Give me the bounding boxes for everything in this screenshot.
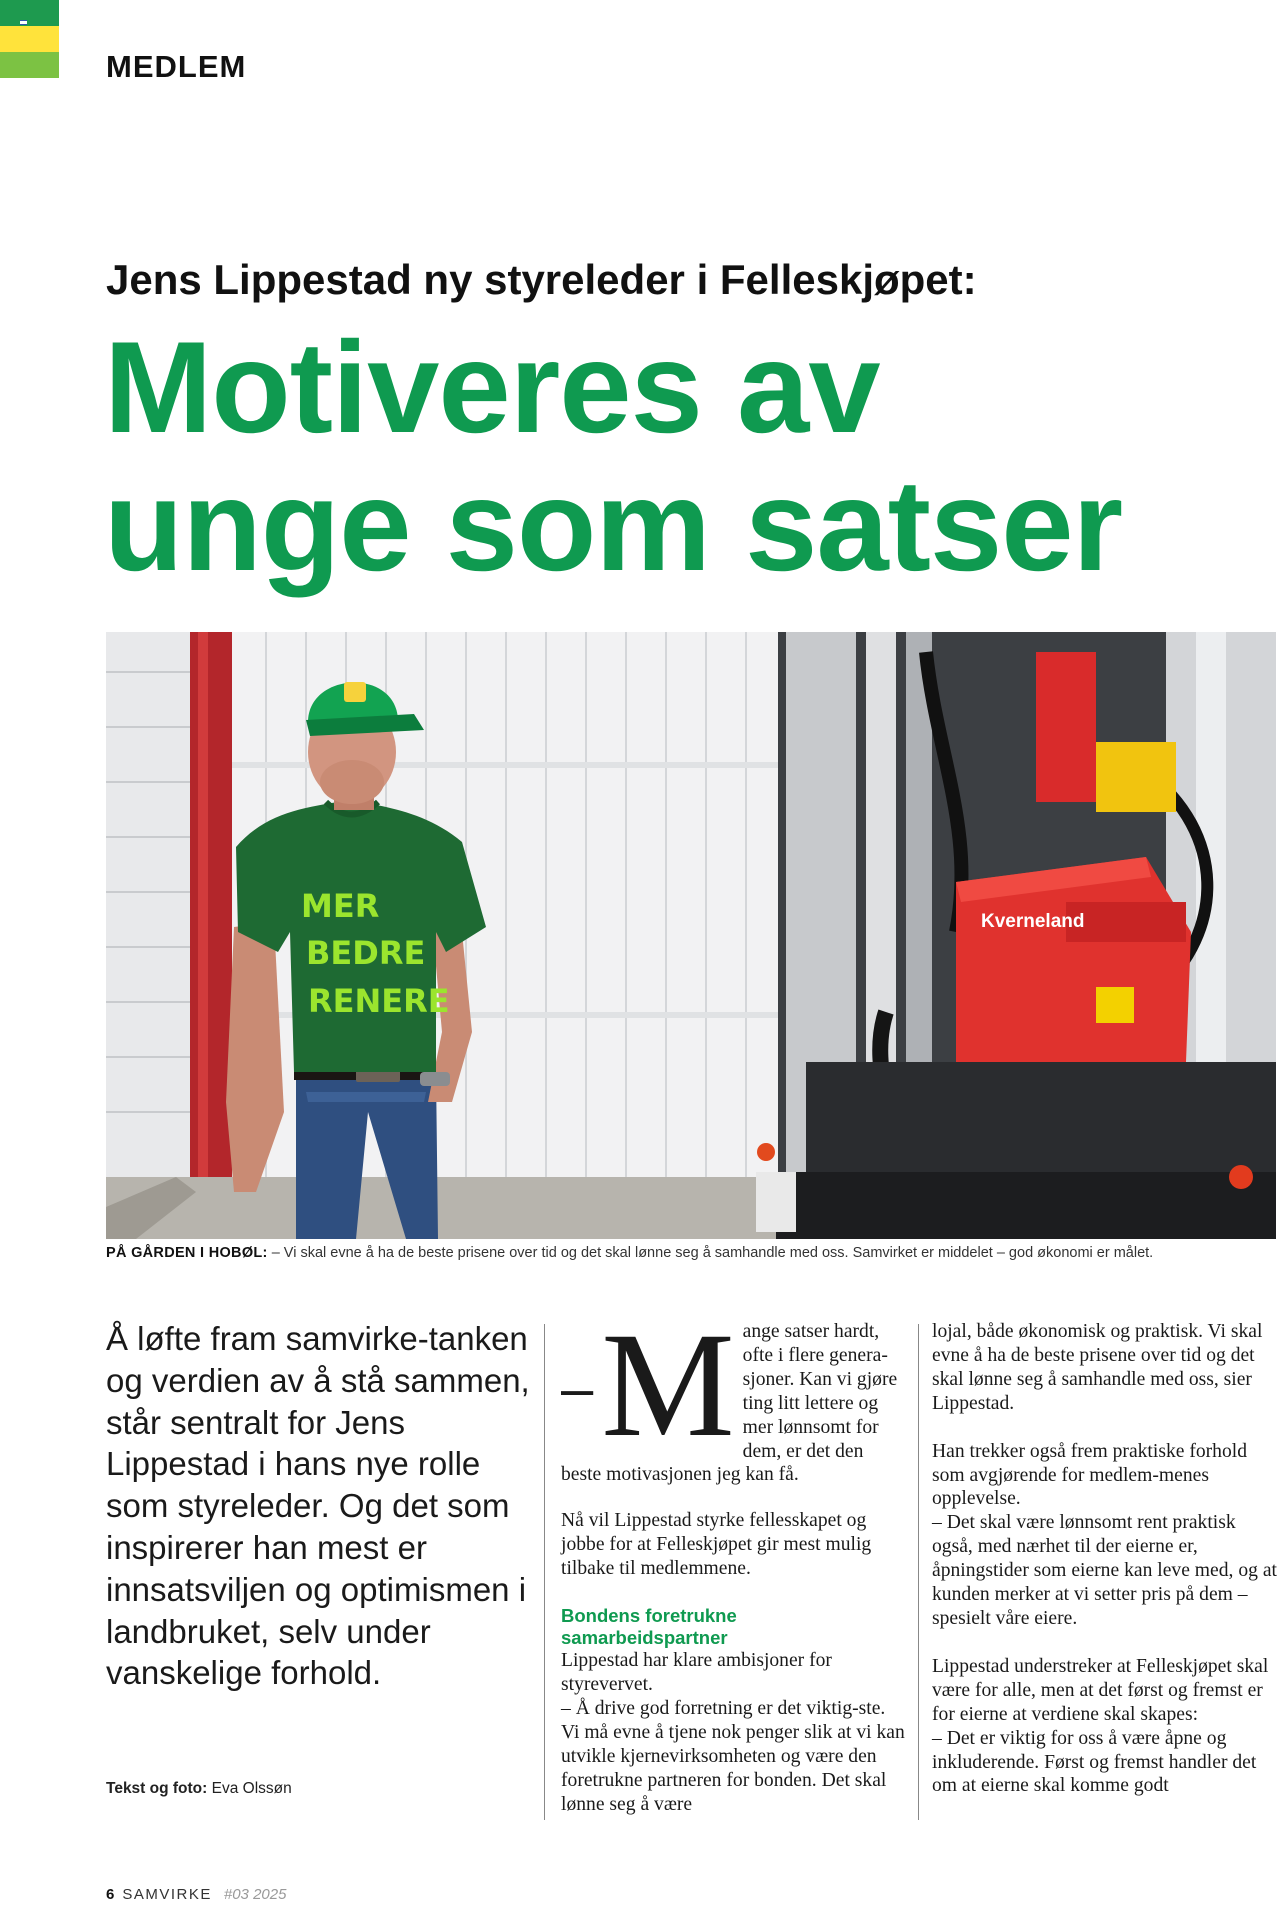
body-subhead: Bondens foretrukne samarbeidspartner <box>561 1605 737 1649</box>
column-divider-2 <box>918 1324 919 1820</box>
article-lede: Å løfte fram samvirke-tanken og verdien av å stå sammen, står sentralt for Jens Lippestad i hans nye rolle som styreleder. Og det som inspirerer han mest er innsatsviljen og optimismen i landbruket, selv under vanskelige forhold. <box>106 1320 530 1692</box>
body-paragraph-1: ange satser hardt, ofte i flere genera-sjoner. Kan vi gjøre ting litt lettere og mer lønnsomt for dem, er det den beste motivasjonen jeg kan få. <box>561 1321 898 1486</box>
body-paragraph-6: Lippestad understreker at Felleskjøpet skal være for alle, men at det først og fremst er for eierne at verdiene skal skapes: – Det er viktig for oss å være åpne og inkluderende. Først og fremst handler det om at eierne skal komme godt <box>932 1655 1269 1797</box>
caption-text: – Vi skal evne å ha de beste prisene over tid og det skal lønne seg å samhandle med oss. Samvirket er middelet – god økonomi er målet. <box>267 1245 1154 1261</box>
headline-line-2: unge som satser <box>104 452 1123 598</box>
body-column-2 <box>561 1302 906 1816</box>
body-paragraph-5: Han trekker også frem praktiske forhold som avgjørende for medlem-menes opplevelse. – Det skal være lønnsomt rent praktisk også, med nærhet til der eierne er, åpningstider som eierne kan leve med, og at kunden merker at vi setter pris på dem – spesielt våre eiere. <box>932 1440 1277 1629</box>
body-paragraph-3: Lippestad har klare ambisjoner for styrevervet. – Å drive god forretning er det viktig-ste. Vi må evne å tjene nok penger slik at vi kan utvikle kjernevirksomheten og være den foretrukne partneren for bonden. Det skal lønne seg å være <box>561 1650 905 1815</box>
quote-dash: – <box>561 1356 594 1421</box>
shirt-text-line-1: MER <box>301 887 380 925</box>
article-headline <box>104 314 1224 598</box>
body-paragraph-2: Nå vil Lippestad styrke fellesskapet og jobbe for at Felleskjøpet gir mest mulig tilbake til medlemmene. <box>561 1510 872 1580</box>
drop-cap: M <box>601 1302 735 1468</box>
byline <box>106 1780 292 1798</box>
magazine-name: SAMVIRKE <box>122 1886 212 1903</box>
shirt-text-line-3: RENERE <box>308 982 450 1020</box>
article-kicker: Jens Lippestad ny styreleder i Felleskjøpet: <box>106 256 977 303</box>
column-divider-1 <box>544 1324 545 1820</box>
page-number: 6 <box>106 1886 115 1903</box>
byline-name: Eva Olssøn <box>207 1780 292 1797</box>
byline-label: Tekst og foto: <box>106 1780 208 1797</box>
section-label: MEDLEM <box>106 49 247 84</box>
machine-brand-label: Kverneland <box>981 911 1085 932</box>
body-paragraph-4: lojal, både økonomisk og praktisk. Vi skal evne å ha de beste prisene over tid og det skal lønne seg å samhandle med oss, sier Lippestad. <box>932 1321 1263 1414</box>
headline-line-1: Motiveres av <box>104 314 880 460</box>
page-footer <box>106 1886 286 1903</box>
issue-number: #03 2025 <box>223 1886 287 1903</box>
photo-caption <box>106 1245 1276 1261</box>
brand-flag <box>0 0 59 78</box>
article-photo <box>106 632 1276 1239</box>
caption-label: PÅ GÅRDEN I HOBØL: <box>106 1245 268 1261</box>
body-column-3 <box>932 1320 1277 1798</box>
shirt-text-line-2: BEDRE <box>306 934 426 972</box>
